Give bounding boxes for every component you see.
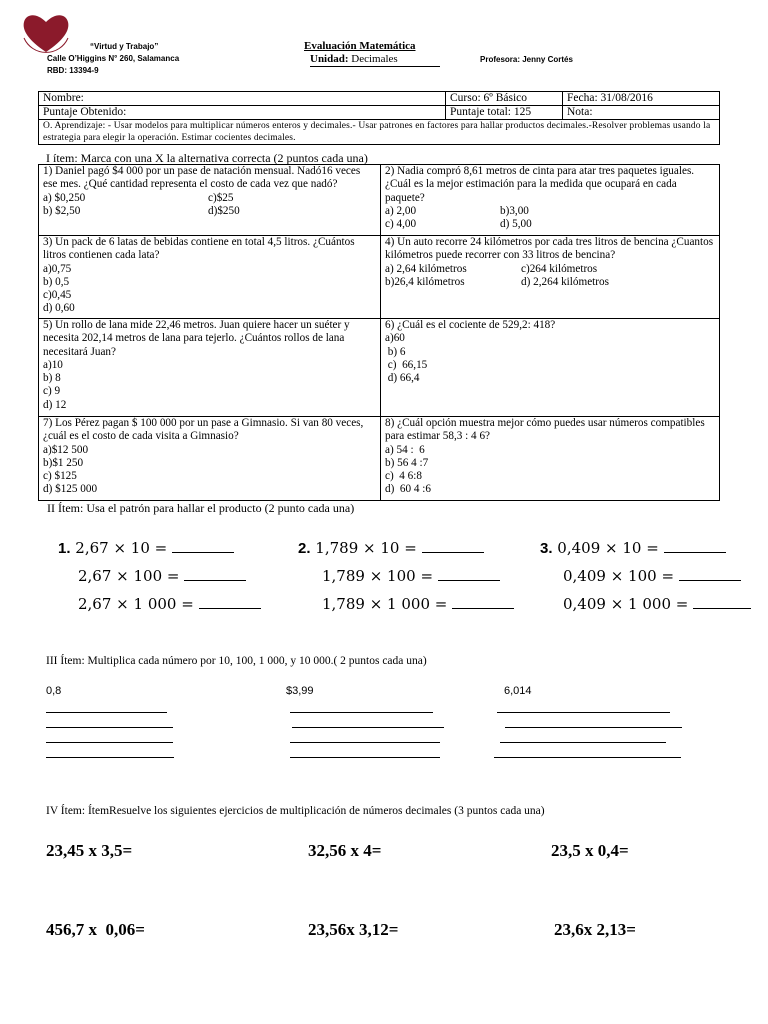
exercise-5: 23,56x 3,12= <box>308 920 399 939</box>
pattern-3-row-1 <box>540 539 726 557</box>
q8-option-c[interactable]: c) 4 6:8 <box>385 470 422 483</box>
item3-answer-line[interactable] <box>494 757 681 758</box>
pattern-1-row-3 <box>78 595 261 613</box>
item4-title: IV Ítem: ÍtemResuelve los siguientes ejercicios de multiplicación de números decimales (3 puntos cada una) <box>46 805 545 817</box>
item1-title: I ítem: Marca con una X la alternativa correcta (2 puntos cada una) <box>46 151 368 165</box>
teacher: Profesora: Jenny Cortés <box>480 55 573 64</box>
exercise-2: 32,56 x 4= <box>308 841 382 860</box>
pattern-3-number: 3. <box>540 540 553 557</box>
grade-field[interactable]: Nota: <box>563 106 720 120</box>
date-field: Fecha: 31/08/2016 <box>563 92 720 106</box>
school-logo <box>18 8 74 58</box>
pattern-3-eq-1: 0,409 × 10 = <box>557 539 659 557</box>
q2-option-d[interactable]: d) 5,00 <box>500 218 532 231</box>
pattern-3-answer-3[interactable] <box>693 607 751 609</box>
question-4 <box>381 236 720 319</box>
question-8-text: 8) ¿Cuál opción muestra mejor cómo puedes usar números compatibles para estimar 58,3 : 4 6? <box>385 417 705 443</box>
question-7 <box>39 417 381 501</box>
pattern-1-row-1 <box>58 539 234 557</box>
school-motto: “Virtud y Trabajo” <box>90 42 159 51</box>
item3-answer-line[interactable] <box>46 727 173 728</box>
pattern-3-answer-1[interactable] <box>664 551 726 553</box>
q1-option-a[interactable]: a) $0,250 <box>43 191 86 204</box>
item3-answer-line[interactable] <box>290 757 440 758</box>
pattern-1-eq-1: 2,67 × 10 = <box>75 539 168 557</box>
item3-answer-line[interactable] <box>290 712 433 713</box>
question-1-text: 1) Daniel pagó $4 000 por un pase de natación mensual. Nadó16 veces ese mes. ¿Qué cantidad representa el costo de cada vez que nadó? <box>43 165 361 191</box>
question-4-text: 4) Un auto recorre 24 kilómetros por cada tres litros de bencina ¿Cuantos kilómetros puede recorrer con 33 litros de bencina? <box>385 236 714 262</box>
pattern-2-row-3 <box>322 595 514 613</box>
item3-number-2: $3,99 <box>286 685 314 697</box>
pattern-2-eq-3: 1,789 × 1 000 = <box>322 595 448 613</box>
score-obtained-field[interactable]: Puntaje Obtenido: <box>39 106 446 120</box>
page-title: Evaluación Matemática <box>304 40 416 52</box>
question-5-text: 5) Un rollo de lana mide 22,46 metros. Juan quiere hacer un suéter y necesita 202,14 metros de lana para tejerlo. ¿Cuántos rollos de lana necesitará Juan? <box>43 319 350 358</box>
question-3-text: 3) Un pack de 6 latas de bebidas contiene en total 4,5 litros. ¿Cuántos litros contienen cada lata? <box>43 236 355 262</box>
pattern-2-eq-2: 1,789 × 100 = <box>322 567 434 585</box>
learning-objectives: O. Aprendizaje: - Usar modelos para multiplicar números enteros y decimales.- Usar patrones en factores para hallar productos decimales.-Resolver problemas usando la estrategia para elegir la operación. Estimar cocientes decimales. <box>39 120 720 145</box>
pattern-2-answer-3[interactable] <box>452 607 514 609</box>
pattern-2-eq-1: 1,789 × 10 = <box>315 539 417 557</box>
q7-option-d[interactable]: d) $125 000 <box>43 483 98 496</box>
pattern-1-number: 1. <box>58 540 71 557</box>
q3-option-c[interactable]: c)0,45 <box>43 289 72 302</box>
pattern-1-eq-3: 2,67 × 1 000 = <box>78 595 194 613</box>
pattern-1-answer-1[interactable] <box>172 551 234 553</box>
question-3 <box>39 236 381 319</box>
item3-number-3: 6,014 <box>504 685 532 697</box>
q2-option-b[interactable]: b)3,00 <box>500 204 529 217</box>
pattern-1-answer-3[interactable] <box>199 607 261 609</box>
item3-answer-line[interactable] <box>505 727 682 728</box>
unit-label: Unidad: <box>310 53 349 65</box>
q4-option-a[interactable]: a) 2,64 kilómetros <box>385 262 467 275</box>
q5-option-b[interactable]: b) 8 <box>43 372 61 385</box>
pattern-3-eq-3: 0,409 × 1 000 = <box>563 595 689 613</box>
item3-answer-line[interactable] <box>46 757 174 758</box>
question-5 <box>39 319 381 417</box>
school-address: Calle O’Higgins N° 260, Salamanca <box>47 54 180 63</box>
question-2-text: 2) Nadia compró 8,61 metros de cinta para atar tres paquetes iguales. ¿Cuál es la mejor estimación para la medida que ocupará en cada paquete? <box>385 165 695 204</box>
q7-option-c[interactable]: c) $125 <box>43 470 77 483</box>
q4-option-d[interactable]: d) 2,264 kilómetros <box>521 275 609 288</box>
item3-title: III Ítem: Multiplica cada número por 10, 100, 1 000, y 10 000.( 2 puntos cada una) <box>46 655 427 667</box>
unit-value: Decimales <box>348 53 398 65</box>
q6-option-b[interactable]: b) 6 <box>385 345 406 358</box>
question-6-text: 6) ¿Cuál es el cociente de 529,2: 418? <box>385 319 556 331</box>
exercise-6: 23,6x 2,13= <box>554 920 636 939</box>
q4-option-c[interactable]: c)264 kilómetros <box>521 262 598 275</box>
q1-option-b[interactable]: b) $2,50 <box>43 204 81 217</box>
exercise-1: 23,45 x 3,5= <box>46 841 133 860</box>
course-field: Curso: 6º Básico <box>446 92 563 106</box>
pattern-1-answer-2[interactable] <box>184 579 246 581</box>
pattern-2-row-2 <box>322 567 500 585</box>
pattern-3-answer-2[interactable] <box>679 579 741 581</box>
item3-number-1: 0,8 <box>46 685 62 697</box>
info-table <box>38 91 720 145</box>
q3-option-d[interactable]: d) 0,60 <box>43 302 75 315</box>
item3-answer-line[interactable] <box>46 742 173 743</box>
item2-title: II Ítem: Usa el patrón para hallar el producto (2 punto cada una) <box>47 501 355 515</box>
q5-option-c[interactable]: c) 9 <box>43 385 61 398</box>
q1-option-d[interactable]: d)$250 <box>208 204 240 217</box>
q5-option-a[interactable]: a)10 <box>43 358 63 371</box>
q3-option-a[interactable]: a)0,75 <box>43 262 72 275</box>
q7-option-a[interactable]: a)$12 500 <box>43 443 89 456</box>
pattern-1-row-2 <box>78 567 246 585</box>
pattern-3-row-2 <box>563 567 741 585</box>
unit <box>310 53 398 65</box>
question-2 <box>381 165 720 236</box>
q3-option-b[interactable]: b) 0,5 <box>43 275 70 288</box>
name-field[interactable]: Nombre: <box>39 92 446 106</box>
q8-option-b[interactable]: b) 56 4 :7 <box>385 456 429 469</box>
item3-answer-line[interactable] <box>500 742 666 743</box>
pattern-2-answer-1[interactable] <box>422 551 484 553</box>
item3-answer-line[interactable] <box>292 727 444 728</box>
q6-option-a[interactable]: a)60 <box>385 332 405 345</box>
item1-table <box>38 164 720 501</box>
pattern-1-eq-2: 2,67 × 100 = <box>78 567 180 585</box>
question-8 <box>381 417 720 501</box>
question-7-text: 7) Los Pérez pagan $ 100 000 por un pase a Gimnasio. Si van 80 veces, ¿cuál es el costo de cada visita a Gimnasio? <box>43 417 364 443</box>
q8-option-a[interactable]: a) 54 : 6 <box>385 443 425 456</box>
exercise-4: 456,7 x 0,06= <box>46 920 145 939</box>
pattern-3-eq-2: 0,409 × 100 = <box>563 567 675 585</box>
q2-option-a[interactable]: a) 2,00 <box>385 204 417 217</box>
question-6 <box>381 319 720 417</box>
pattern-3-row-3 <box>563 595 751 613</box>
item3-answer-line[interactable] <box>46 712 167 713</box>
pattern-2-answer-2[interactable] <box>438 579 500 581</box>
q2-option-c[interactable]: c) 4,00 <box>385 218 417 231</box>
q7-option-b[interactable]: b)$1 250 <box>43 456 84 469</box>
exercise-3: 23,5 x 0,4= <box>551 841 629 860</box>
q4-option-b[interactable]: b)26,4 kilómetros <box>385 275 465 288</box>
q8-option-d[interactable]: d) 60 4 :6 <box>385 483 431 496</box>
unit-underline <box>310 66 440 67</box>
q6-option-d[interactable]: d) 66,4 <box>385 372 420 385</box>
q1-option-c[interactable]: c)$25 <box>208 191 234 204</box>
school-rbd: RBD: 13394-9 <box>47 66 99 75</box>
pattern-2-row-1 <box>298 539 484 557</box>
score-total-field: Puntaje total: 125 <box>446 106 563 120</box>
question-1 <box>39 165 381 236</box>
item3-answer-line[interactable] <box>290 742 440 743</box>
item3-answer-line[interactable] <box>497 712 670 713</box>
q6-option-c[interactable]: c) 66,15 <box>385 358 428 371</box>
q5-option-d[interactable]: d) 12 <box>43 398 67 411</box>
pattern-2-number: 2. <box>298 540 311 557</box>
